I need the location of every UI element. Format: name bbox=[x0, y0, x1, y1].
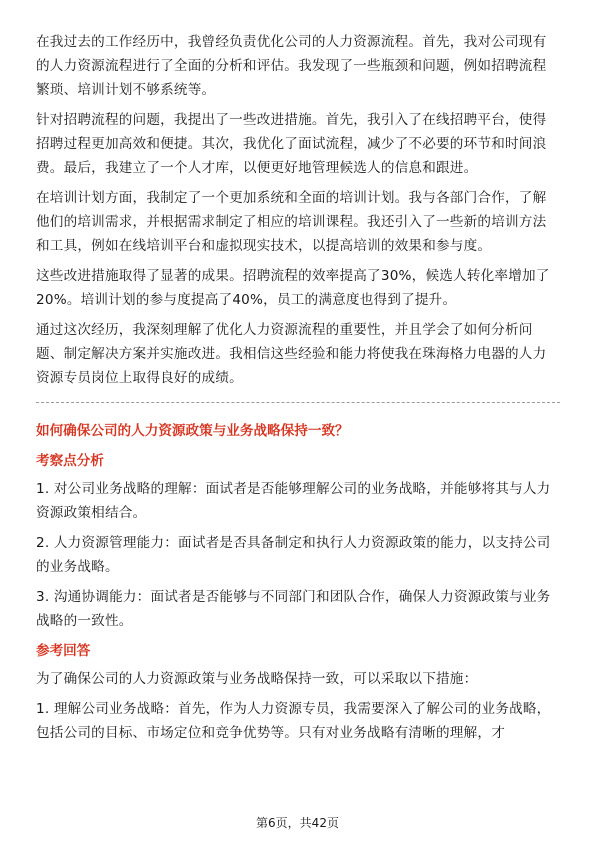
page-footer: 第6页，共42页 bbox=[256, 816, 339, 830]
experience-paragraph-4: 这些改进措施取得了显著的成果。招聘流程的效率提高了30%，候选人转化率增加了20%。培训计划的参与度提高了40%，员工的满意度也得到了提升。 bbox=[36, 268, 550, 308]
section-divider bbox=[36, 402, 560, 403]
answer-intro: 为了确保公司的人力资源政策与业务战略保持一致，可以采取以下措施： bbox=[36, 671, 478, 687]
experience-paragraph-5: 通过这次经历，我深刻理解了优化人力资源流程的重要性，并且学会了如何分析问题、制定解决方案并实施改进。我相信这些经验和能力将使我在珠海格力电器的人力资源专员岗位上取得良好的成绩。 bbox=[36, 322, 547, 386]
question-title: 如何确保公司的人力资源政策与业务战略保持一致？ bbox=[36, 423, 349, 439]
experience-paragraph-2: 针对招聘流程的问题，我提出了一些改进措施。首先，我引入了在线招聘平台，使得招聘过程更加高效和便捷。其次，我优化了面试流程，减少了不必要的环节和时间浪费。最后，我建立了一个人才库，以便更好地管理候选人的信息和跟进。 bbox=[36, 112, 547, 176]
answer-item-1: 1. 理解公司业务战略：首先，作为人力资源专员，我需要深入了解公司的业务战略，包括公司的目标、市场定位和竞争优势等。只有对业务战略有清晰的理解，才 bbox=[36, 701, 551, 741]
analysis-heading: 考察点分析 bbox=[36, 453, 104, 469]
analysis-item-3: 3. 沟通协调能力：面试者是否能够与不同部门和团队合作，确保人力资源政策与业务战略的一致性。 bbox=[36, 589, 551, 629]
document-page bbox=[36, 30, 560, 751]
analysis-item-1: 1. 对公司业务战略的理解：面试者是否能够理解公司的业务战略，并能够将其与人力资源政策相结合。 bbox=[36, 481, 551, 521]
experience-paragraph-1: 在我过去的工作经历中，我曾经负责优化公司的人力资源流程。首先，我对公司现有的人力资源流程进行了全面的分析和评估。我发现了一些瓶颈和问题，例如招聘流程繁琐、培训计划不够系统等。 bbox=[36, 34, 547, 98]
answer-heading: 参考回答 bbox=[36, 643, 91, 659]
analysis-item-2: 2. 人力资源管理能力：面试者是否具备制定和执行人力资源政策的能力，以支持公司的业务战略。 bbox=[36, 535, 551, 575]
experience-paragraph-3: 在培训计划方面，我制定了一个更加系统和全面的培训计划。我与各部门合作，了解他们的培训需求，并根据需求制定了相应的培训课程。我还引入了一些新的培训方法和工具，例如在线培训平台和虚拟现实技术，以提高培训的效果和参与度。 bbox=[36, 190, 547, 254]
